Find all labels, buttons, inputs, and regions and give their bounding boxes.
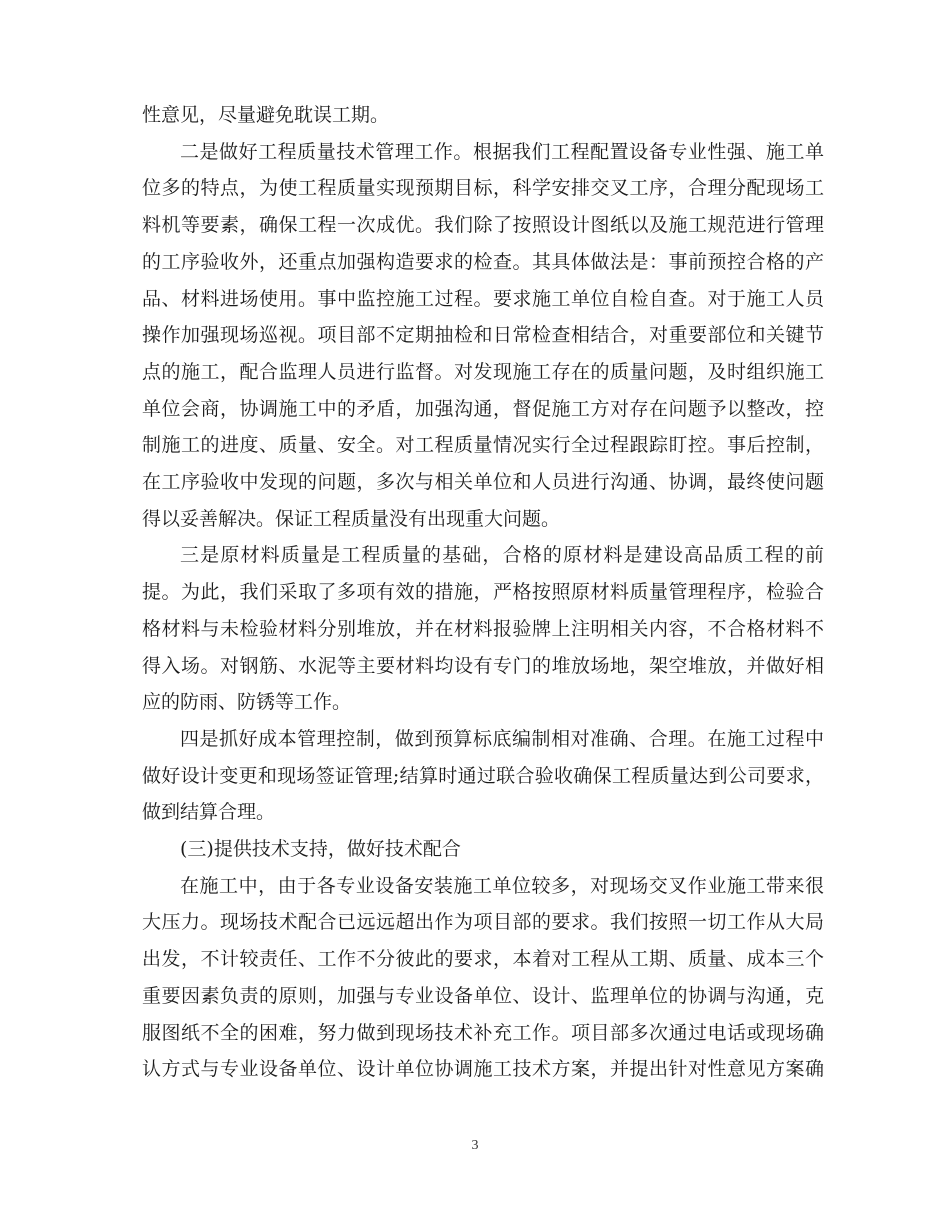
text-line: 做到结算合理。: [142, 801, 276, 823]
text-line: 服图纸不全的困难，努力做到现场技术补充工作。项目部多次通过电话或现场确: [142, 1022, 824, 1044]
text-line: 品、材料进场使用。事中监控施工过程。要求施工单位自检自查。对于施工人员: [142, 288, 824, 310]
text-line: 提。为此，我们采取了多项有效的措施，严格按照原材料质量管理程序，检验合: [142, 581, 824, 603]
text-line: 料机等要素，确保工程一次成优。我们除了按照设计图纸以及施工规范进行管理: [142, 214, 824, 236]
text-line: (三)提供技术支持，做好技术配合: [180, 838, 461, 860]
text-line: 在施工中，由于各专业设备安装施工单位较多，对现场交叉作业施工带来很: [180, 875, 824, 897]
text-line: 得以妥善解决。保证工程质量没有出现重大问题。: [142, 508, 561, 530]
text-line: 格材料与未检验材料分别堆放，并在材料报验牌上注明相关内容，不合格材料不: [142, 618, 824, 640]
text-line: 重要因素负责的原则，加强与专业设备单位、设计、监理单位的协调与沟通，克: [142, 985, 824, 1007]
text-line: 二是做好工程质量技术管理工作。根据我们工程配置设备专业性强、施工单: [180, 141, 824, 163]
text-line: 操作加强现场巡视。项目部不定期抽检和日常检查相结合，对重要部位和关键节: [142, 324, 824, 346]
text-line: 三是原材料质量是工程质量的基础，合格的原材料是建设高品质工程的前: [180, 544, 824, 566]
text-line: 制施工的进度、质量、安全。对工程质量情况实行全过程跟踪盯控。事后控制，: [142, 434, 824, 456]
page-number: 3: [471, 1138, 479, 1153]
text-line: 应的防雨、防锈等工作。: [142, 691, 352, 713]
text-line: 大压力。现场技术配合已远远超出作为项目部的要求。我们按照一切工作从大局: [142, 911, 824, 933]
text-line: 认方式与专业设备单位、设计单位协调施工技术方案，并提出针对性意见方案确: [142, 1058, 824, 1080]
text-line: 单位会商，协调施工中的矛盾，加强沟通，督促施工方对存在问题予以整改，控: [142, 398, 824, 420]
text-line: 得入场。对钢筋、水泥等主要材料均设有专门的堆放场地，架空堆放，并做好相: [142, 655, 824, 677]
text-line: 性意见，尽量避免耽误工期。: [142, 104, 390, 126]
text-line: 的工序验收外，还重点加强构造要求的检查。其具体做法是：事前预控合格的产: [142, 251, 824, 273]
text-line: 在工序验收中发现的问题，多次与相关单位和人员进行沟通、协调，最终使问题: [142, 471, 824, 493]
text-line: 四是抓好成本管理控制，做到预算标底编制相对准确、合理。在施工过程中: [180, 728, 824, 750]
text-line: 出发，不计较责任、工作不分彼此的要求，本着对工程从工期、质量、成本三个: [142, 948, 824, 970]
text-line: 位多的特点，为使工程质量实现预期目标，科学安排交叉工序，合理分配现场工: [142, 177, 824, 199]
text-line: 做好设计变更和现场签证管理;结算时通过联合验收确保工程质量达到公司要求，: [142, 765, 824, 787]
text-line: 点的施工，配合监理人员进行监督。对发现施工存在的质量问题，及时组织施工: [142, 361, 824, 383]
